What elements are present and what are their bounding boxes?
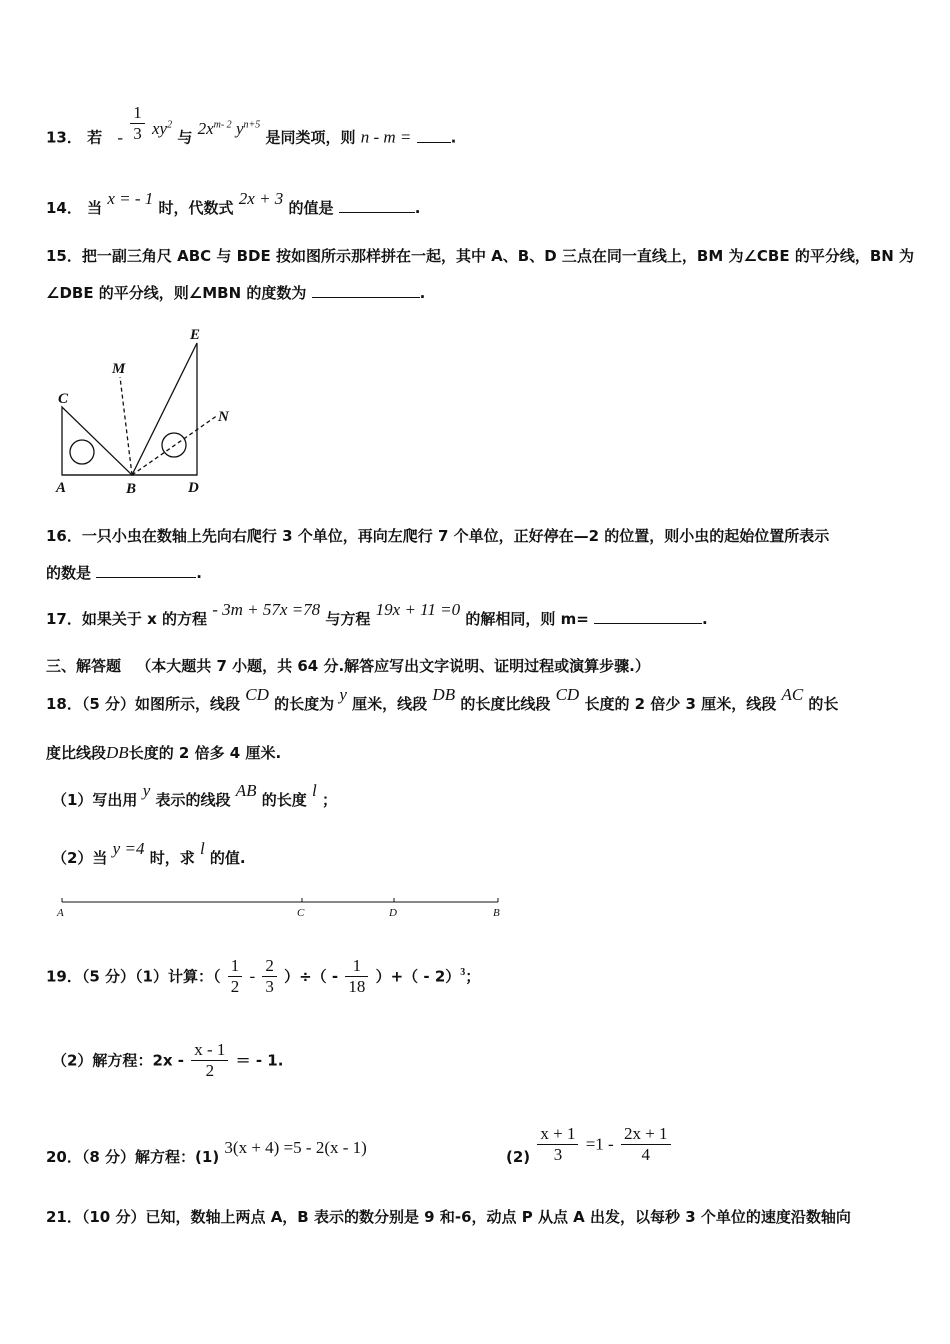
q13-number: 13． <box>46 128 82 147</box>
segment-label-c: C <box>297 907 305 919</box>
bisector-bm <box>120 377 132 475</box>
q19-frac3-num: 1 <box>345 956 368 977</box>
q13-neg: - <box>117 127 124 147</box>
q13-pre: 若 <box>87 128 103 147</box>
q16-line2-text: 的数是 <box>46 564 92 582</box>
q19-frac2-den: 3 <box>265 977 274 996</box>
question-19 <box>46 956 480 997</box>
q13-term2-exp-x: m- 2 <box>213 119 232 130</box>
label-m: M <box>112 361 126 377</box>
q13-term1: $xy^2$ <box>152 118 173 138</box>
question-13 <box>46 102 457 148</box>
q20-pre: 20．（8 分）解方程：(1) <box>46 1148 220 1166</box>
question-20 <box>46 1138 367 1167</box>
question-17 <box>46 600 708 629</box>
q19-sub2-frac <box>191 1040 228 1081</box>
q19-sub2-frac-den: 2 <box>205 1061 215 1080</box>
q18-p6: 的长 <box>808 695 839 713</box>
section-3-heading <box>46 656 650 676</box>
q14-end: . <box>414 199 421 217</box>
q17-mid: 与方程 <box>325 610 371 628</box>
q18-sub1-mid: 表示的线段 <box>155 791 231 809</box>
q19-frac2 <box>262 956 277 997</box>
q14-number: 14． <box>46 199 82 217</box>
label-a: A <box>56 480 67 496</box>
q18-ac: AC <box>781 685 804 704</box>
q18-p4: 的长度比线段 <box>460 695 551 713</box>
question-15-line2 <box>46 283 425 303</box>
question-18-sub1 <box>52 781 337 810</box>
q19-post: ）+（ - 2） <box>375 967 461 986</box>
q17-pre: 17．如果关于 x 的方程 <box>46 610 207 628</box>
segment-label-a: A <box>57 907 64 919</box>
question-18-sub2 <box>52 839 246 868</box>
triangle-abc <box>62 407 132 475</box>
label-n: N <box>218 409 229 425</box>
label-e: E <box>190 327 201 343</box>
q18-y: y <box>339 685 347 704</box>
q20-frac1-den: 3 <box>553 1145 563 1164</box>
q19-sub2-post: ＝ - 1. <box>235 1051 284 1070</box>
q18-sub1-y: y <box>142 781 151 800</box>
q13-mid: 与 <box>177 128 193 147</box>
q14-expr: 2x + 3 <box>238 189 284 208</box>
q19-frac3 <box>345 956 368 997</box>
segment-figure <box>52 892 512 922</box>
question-21-line1: 21．（10 分）已知，数轴上两点 A，B 表示的数分别是 9 和-6，动点 P 从点 A 出发，以每秒 3 个单位的速度沿数轴向 <box>46 1208 851 1226</box>
q18-db2: DB <box>106 743 129 762</box>
q13-term1-exp: 2 <box>167 119 173 130</box>
q18-sub2-mid: 时，求 <box>149 849 195 867</box>
q18-sub2-cond: y =4 <box>112 839 145 858</box>
q18-sub2-end: 的值. <box>209 849 246 867</box>
q19-frac1-num: 1 <box>228 956 243 977</box>
q13-post: 是同类项，则 <box>265 128 356 147</box>
q17-post: 的解相同，则 m= <box>465 610 589 628</box>
q20-frac2-den: 4 <box>641 1145 650 1164</box>
q18-cd: CD <box>245 685 269 704</box>
q18-sub1-post: 的长度 <box>261 791 307 809</box>
q19-div: ）÷（ - <box>284 967 339 986</box>
question-18-line2 <box>46 743 281 763</box>
q13-frac-num: 1 <box>130 103 145 124</box>
segment-label-d: D <box>389 907 397 919</box>
section-3-title: 三、解答题 <box>46 657 122 675</box>
question-20-part2 <box>506 1124 673 1165</box>
question-16-line2 <box>46 563 202 583</box>
q19-frac1 <box>228 956 243 997</box>
q20-eq-mid: =1 - <box>585 1134 614 1154</box>
q20-frac2 <box>621 1124 671 1165</box>
q13-expr: n - m = <box>360 127 412 147</box>
label-b: B <box>126 481 137 497</box>
q13-end: . <box>450 128 457 147</box>
q15-answer-blank[interactable] <box>312 283 420 298</box>
section-3-desc: （本大题共 7 小题，共 64 分.解答应写出文字说明、证明过程或演算步骤.） <box>136 657 650 675</box>
q14-post: 的值是 <box>288 199 334 217</box>
q18-cd2: CD <box>555 685 580 704</box>
q18-sub2-l: l <box>199 839 205 858</box>
bisector-bn <box>132 415 218 475</box>
circle-in-abc <box>70 440 94 464</box>
q18-p1: 18．（5 分）如图所示，线段 <box>46 695 241 713</box>
q19-sub2-pre: （2）解方程：2x - <box>52 1051 184 1070</box>
question-15-line1: 15．把一副三角尺 ABC 与 BDE 按如图所示那样拼在一起，其中 A、B、D 三点在同一直线上，BM 为∠CBE 的平分线，BN 为 <box>46 247 915 265</box>
q20-frac1-num: x + 1 <box>537 1124 578 1145</box>
q18-sub1-end: ； <box>321 791 337 809</box>
q19-minus: - <box>249 966 256 986</box>
q17-end: . <box>702 610 708 628</box>
q14-mid: 时，代数式 <box>158 199 234 217</box>
q17-answer-blank[interactable] <box>594 609 702 624</box>
q13-term2: $2x^{m- 2}$ $y^{n+5}$ <box>197 118 261 138</box>
q20-eq1: 3(x + 4) =5 - 2(x - 1) <box>224 1138 367 1157</box>
q13-frac-den: 3 <box>133 123 142 143</box>
question-19-sub2 <box>52 1040 283 1081</box>
q18-sub1-l: l <box>311 781 317 800</box>
q18-p3: 厘米，线段 <box>352 695 428 713</box>
q18-sub1-ab: AB <box>235 781 257 800</box>
q18-line2-post: 长度的 2 倍多 4 厘米. <box>128 744 282 762</box>
q18-sub1-pre: （1）写出用 <box>52 791 138 809</box>
q19-sub2-frac-num: x - 1 <box>191 1040 228 1061</box>
q20-label2: (2) <box>506 1147 531 1166</box>
q13-fraction <box>130 103 145 144</box>
q15-end: . <box>419 284 426 302</box>
q14-pre: 当 <box>87 199 103 217</box>
q19-end: ； <box>465 967 481 986</box>
segment-label-b: B <box>493 907 500 919</box>
q17-eq1: - 3m + 57x =78 <box>212 600 321 619</box>
q18-p5: 长度的 2 倍少 3 厘米，线段 <box>584 695 777 713</box>
triangle-figure <box>50 325 250 497</box>
q13-term2-exp-y: n+5 <box>243 119 261 130</box>
q18-sub2-pre: （2）当 <box>52 849 108 867</box>
q19-frac2-num: 2 <box>262 956 277 977</box>
q13-answer-blank[interactable] <box>417 128 451 143</box>
label-c: C <box>58 391 69 407</box>
q20-frac2-num: 2x + 1 <box>621 1124 671 1145</box>
q18-line2-pre: 度比线段 <box>46 744 107 762</box>
q19-pre: 19．（5 分）（1）计算：（ <box>46 967 221 986</box>
q18-p2: 的长度为 <box>274 695 335 713</box>
q17-eq2: 19x + 11 =0 <box>375 600 461 619</box>
question-16-line1: 16．一只小虫在数轴上先向右爬行 3 个单位，再向左爬行 7 个单位，正好停在—2 的位置，则小虫的起始位置所表示 <box>46 527 830 545</box>
q14-cond: x = - 1 <box>107 189 154 208</box>
triangle-bde <box>132 343 197 475</box>
q16-answer-blank[interactable] <box>96 563 196 578</box>
q16-end: . <box>196 564 202 582</box>
q19-exp: 3 <box>460 967 466 978</box>
question-18-line1 <box>46 685 839 714</box>
question-14 <box>46 189 421 218</box>
q19-frac3-den: 18 <box>348 977 366 996</box>
label-d: D <box>188 480 199 496</box>
q18-db: DB <box>432 685 456 704</box>
q15-line2-text: ∠DBE 的平分线，则∠MBN 的度数为 <box>46 284 307 302</box>
q19-frac1-den: 2 <box>230 977 240 996</box>
q20-frac1 <box>537 1124 578 1165</box>
q14-answer-blank[interactable] <box>339 198 415 213</box>
